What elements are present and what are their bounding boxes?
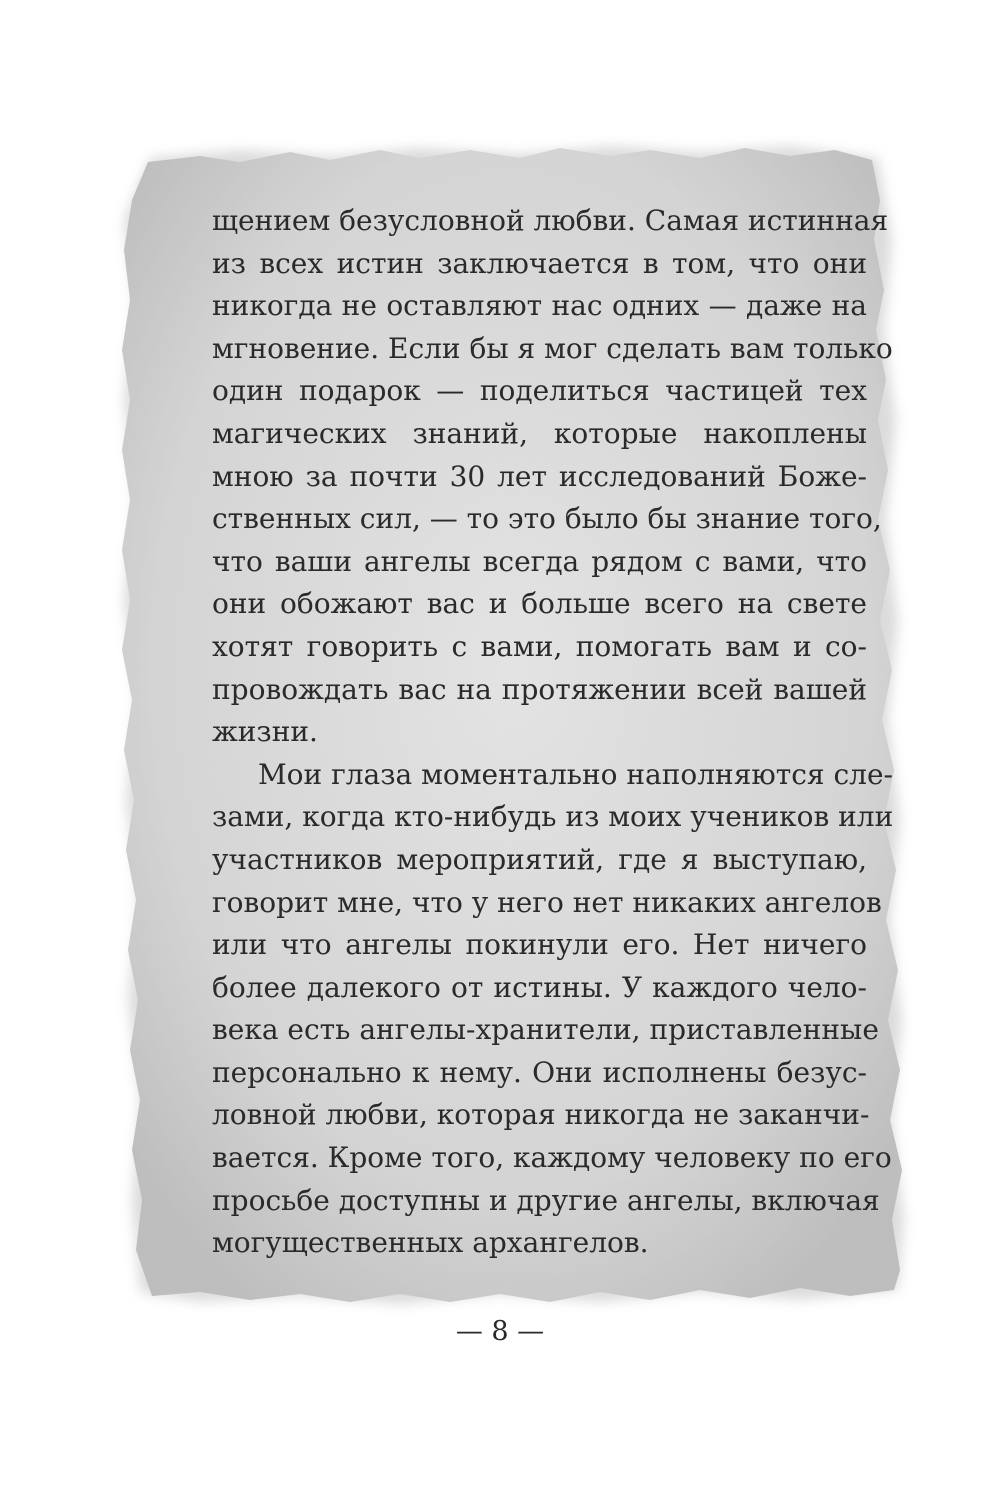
text-line: один подарок — поделиться частицей тех (212, 374, 867, 408)
text-line: из всех истин заключается в том, что они (212, 246, 867, 280)
text-line: Мои глаза моментально наполняются сле- (258, 757, 893, 791)
text-line: они обожают вас и больше всего на свете (212, 587, 867, 621)
paragraph (212, 200, 893, 754)
text-line: века есть ангелы-хранители, приставленные (212, 1013, 879, 1047)
text-line: ловной любви, которая никогда не заканчи- (212, 1098, 870, 1132)
paragraph (212, 754, 894, 1265)
text-line: жизни. (212, 715, 318, 749)
text-line: что ваши ангелы всегда рядом с вами, что (212, 544, 867, 578)
text-line: щением безусловной любви. Самая истинная (212, 204, 889, 237)
text-line: более далекого от истины. У каждого чело- (212, 970, 867, 1004)
text-line: просьбе доступны и другие ангелы, включая (212, 1183, 880, 1217)
text-line: участников мероприятий, где я выступаю, (212, 842, 867, 876)
text-line: или что ангелы покинули его. Нет ничего (212, 928, 867, 962)
text-line: персонально к нему. Они исполнены безус- (212, 1055, 867, 1089)
text-line: магических знаний, которые накоплены (212, 416, 867, 450)
text-line: мгновение. Если бы я мог сделать вам только (212, 331, 893, 365)
text-line: никогда не оставляют нас одних — даже на (212, 289, 867, 323)
page-number: — 8 — (455, 1316, 545, 1347)
text-line: провождать вас на протяжении всей вашей (212, 672, 867, 706)
text-line: хотят говорить с вами, помогать вам и со- (212, 629, 867, 663)
text-line: зами, когда кто-нибудь из моих учеников или (212, 800, 894, 834)
text-line: могущественных архангелов. (212, 1226, 649, 1260)
body-text (212, 200, 894, 1265)
text-line: ственных сил, — то это было бы знание того, (212, 502, 882, 536)
text-line: вается. Кроме того, каждому человеку по его (212, 1141, 892, 1175)
text-line: мною за почти 30 лет исследований Боже- (212, 459, 867, 493)
text-line: говорит мне, что у него нет никаких ангелов (212, 885, 882, 919)
